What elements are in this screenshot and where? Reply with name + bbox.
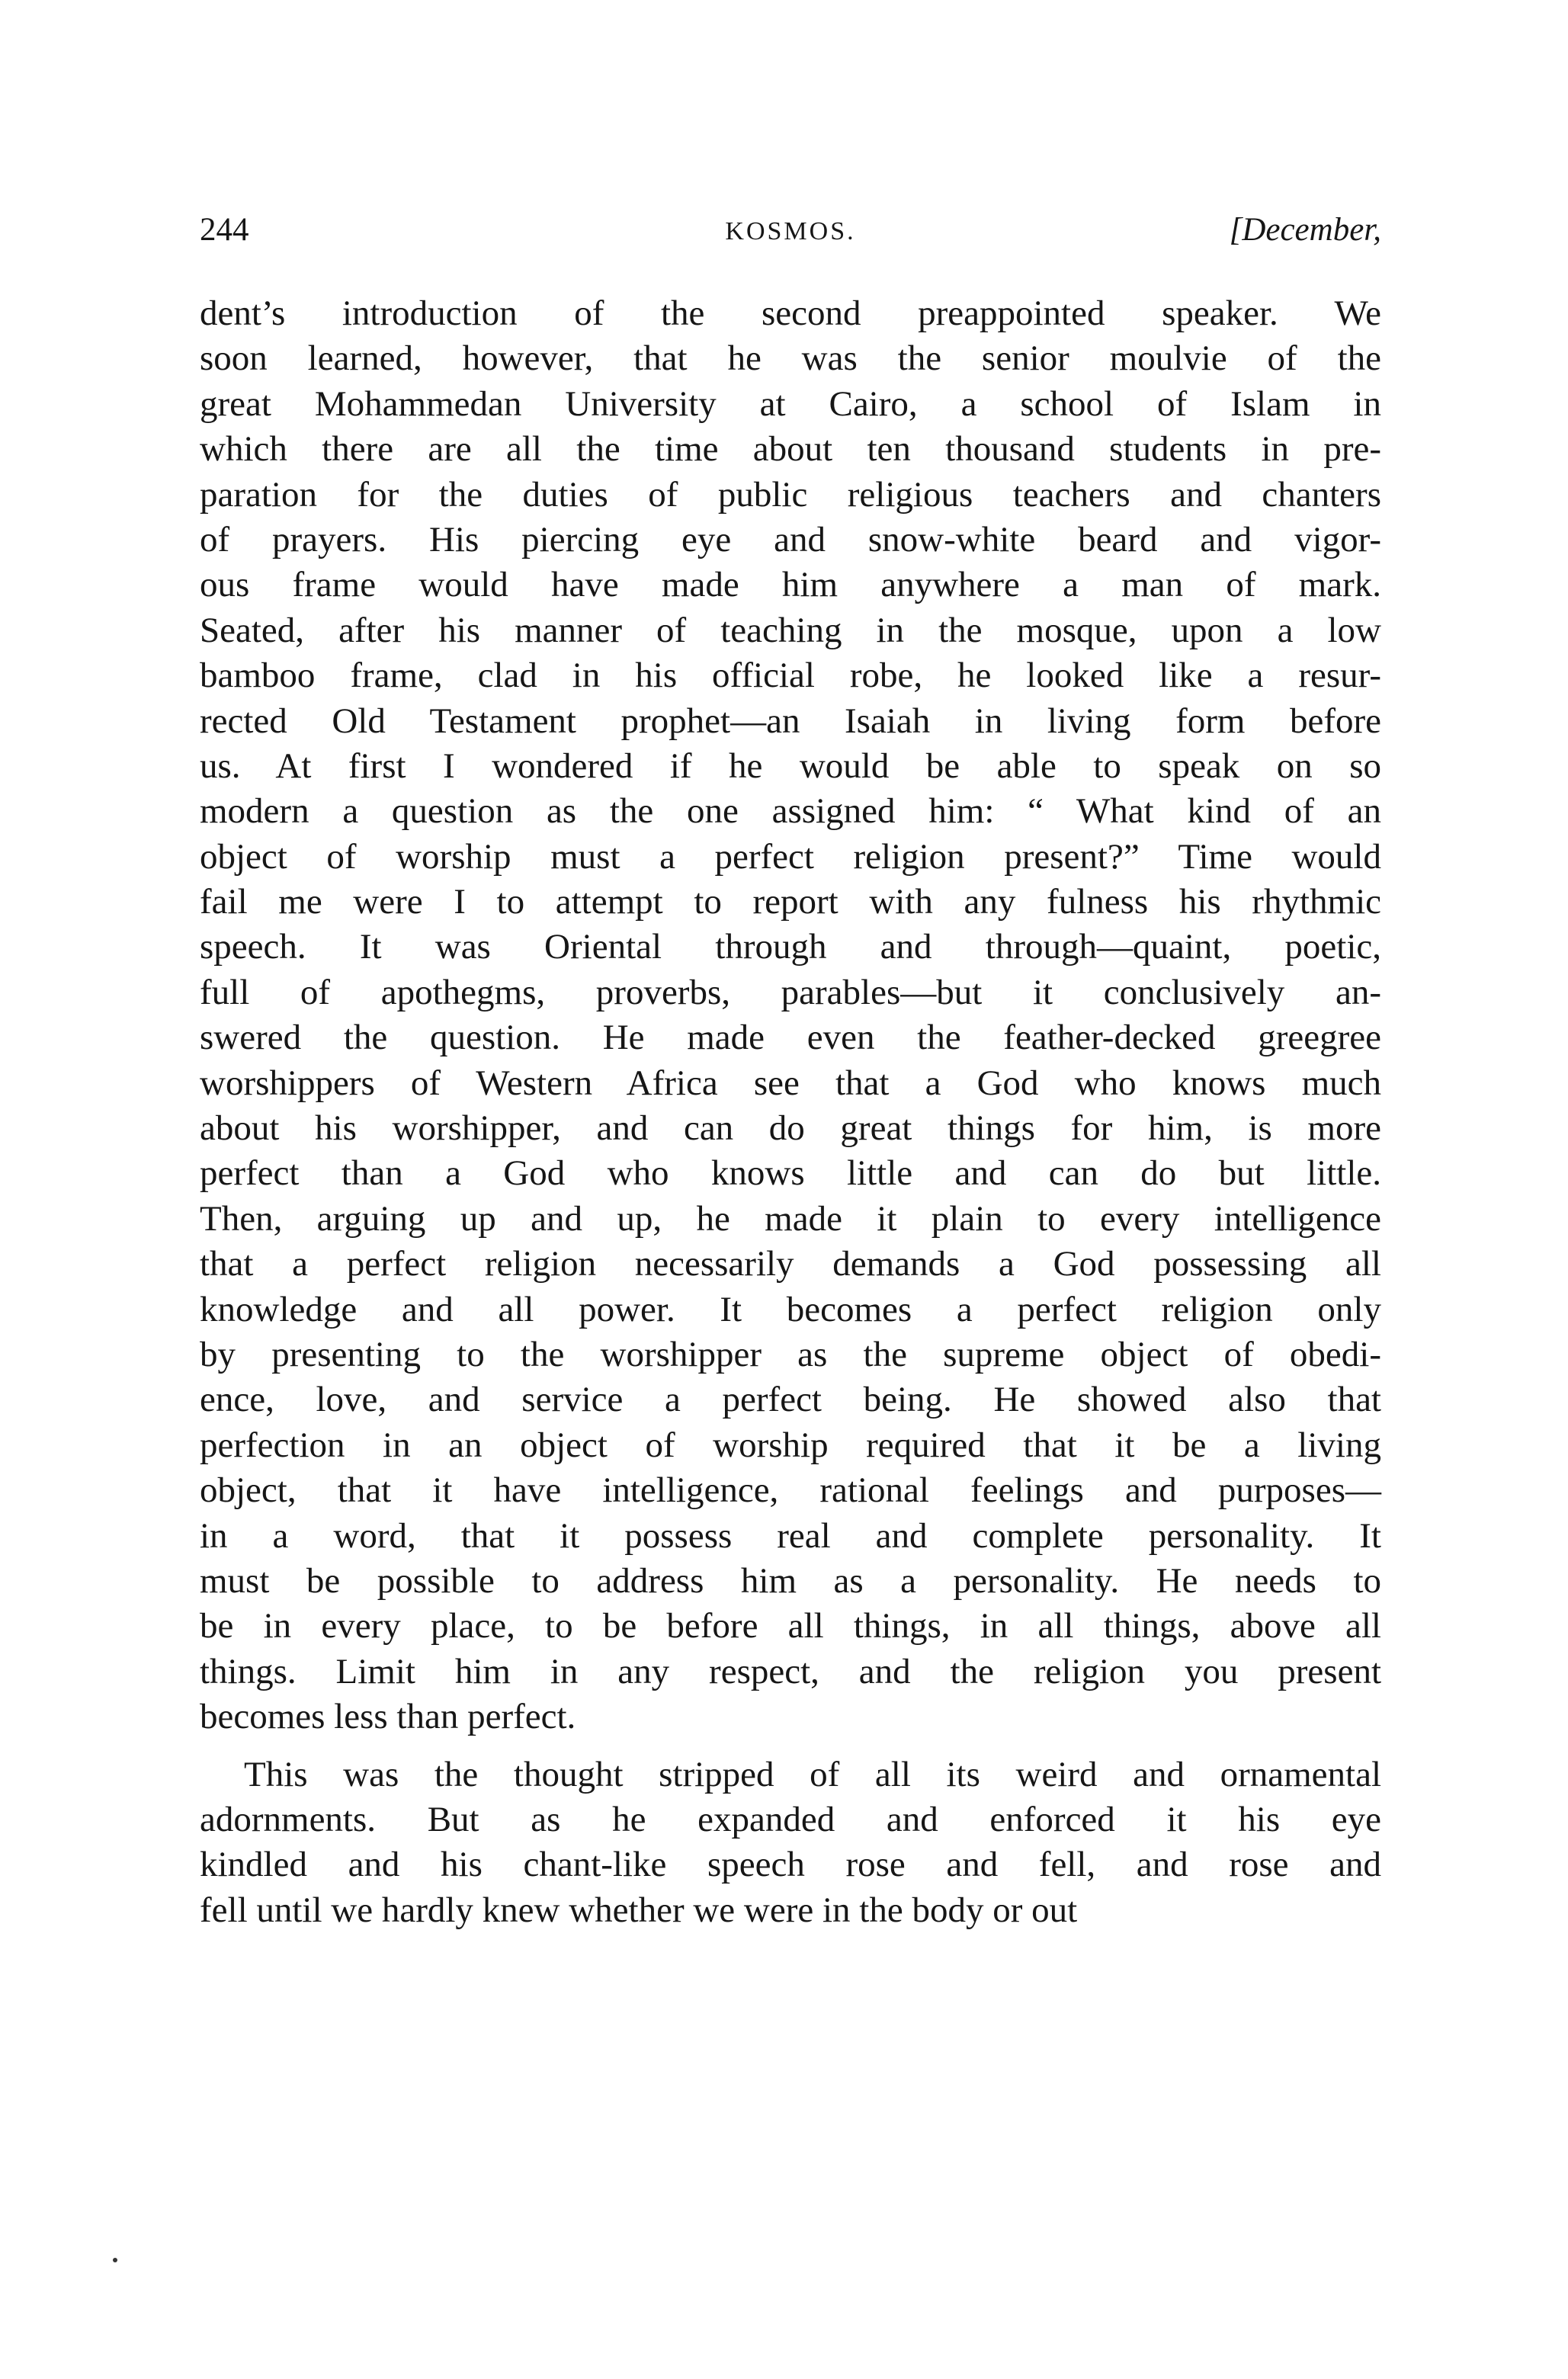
text-line: fell until we hardly knew whether we were in the body or out: [200, 1890, 1078, 1930]
text-line: knowledge and all power. It becomes a perfect religion only: [200, 1289, 1381, 1329]
text-line: swered the question. He made even the feather-decked greegree: [200, 1018, 1381, 1058]
ink-speck: [113, 2258, 117, 2262]
journal-title: KOSMOS.: [725, 217, 856, 245]
running-head-month: [December,: [1229, 212, 1381, 248]
text-line: perfect than a God who knows little and can do but little.: [200, 1153, 1381, 1194]
text-line: paration for the duties of public religious teachers and chanters: [200, 474, 1381, 515]
text-line: perfection in an object of worship required that it be a living: [200, 1425, 1381, 1465]
text-line: about his worshipper, and can do great things for him, is more: [200, 1108, 1381, 1149]
text-line: bamboo frame, clad in his official robe, he looked like a resur-: [200, 656, 1381, 696]
text-line: This was the thought stripped of all its weird and ornamental: [244, 1754, 1381, 1794]
text-line: ence, love, and service a perfect being. He showed also that: [200, 1380, 1381, 1420]
paragraph-gap: [200, 1740, 1381, 1752]
text-line: modern a question as the one assigned him: “ What kind of an: [200, 791, 1381, 832]
text-line: kindled and his chant-like speech rose and fell, and rose and: [200, 1845, 1381, 1885]
text-line: object, that it have intelligence, rational feelings and purposes—: [200, 1470, 1381, 1511]
text-line: object of worship must a perfect religion present?” Time would: [200, 836, 1381, 877]
text-line: Then, arguing up and up, he made it plain to every intelligence: [200, 1198, 1381, 1239]
paragraph: [200, 291, 1381, 1740]
text-line: great Mohammedan University at Cairo, a school of Islam in: [200, 383, 1381, 424]
paragraph: [200, 1752, 1381, 1934]
text-line: adornments. But as he expanded and enforced it his eye: [200, 1799, 1381, 1839]
text-line: in a word, that it possess real and complete personality. It: [200, 1515, 1381, 1556]
text-line: must be possible to address him as a personality. He needs to: [200, 1560, 1381, 1601]
text-line: speech. It was Oriental through and through—quaint, poetic,: [200, 927, 1381, 967]
text-line: becomes less than perfect.: [200, 1697, 576, 1737]
text-line: soon learned, however, that he was the senior moulvie of the: [200, 338, 1381, 379]
text-line: which there are all the time about ten thousand students in pre-: [200, 429, 1381, 470]
text-line: things. Limit him in any respect, and the religion you present: [200, 1651, 1381, 1691]
text-line: ous frame would have made him anywhere a man of mark.: [200, 565, 1381, 605]
page-number: 244: [200, 212, 249, 248]
text-line: be in every place, to be before all things, in all things, above all: [200, 1606, 1381, 1646]
text-line: worshippers of Western Africa see that a God who knows much: [200, 1063, 1381, 1103]
text-line: dent’s introduction of the second preappointed speaker. We: [200, 293, 1381, 333]
text-line: of prayers. His piercing eye and snow-white beard and vigor-: [200, 519, 1381, 559]
text-line: full of apothegms, proverbs, parables—but it conclusively an-: [200, 972, 1381, 1012]
text-line: that a perfect religion necessarily demands a God possessing all: [200, 1244, 1381, 1284]
text-line: fail me were I to attempt to report with any fulness his rhythmic: [200, 882, 1381, 922]
text-line: Seated, after his manner of teaching in the mosque, upon a low: [200, 610, 1381, 650]
running-head: [200, 207, 1381, 253]
text-line: by presenting to the worshipper as the supreme object of obedi-: [200, 1334, 1381, 1374]
text-line: rected Old Testament prophet—an Isaiah in living form before: [200, 701, 1381, 741]
text-line: us. At first I wondered if he would be able to speak on so: [200, 745, 1381, 786]
body-text: [200, 291, 1381, 1933]
